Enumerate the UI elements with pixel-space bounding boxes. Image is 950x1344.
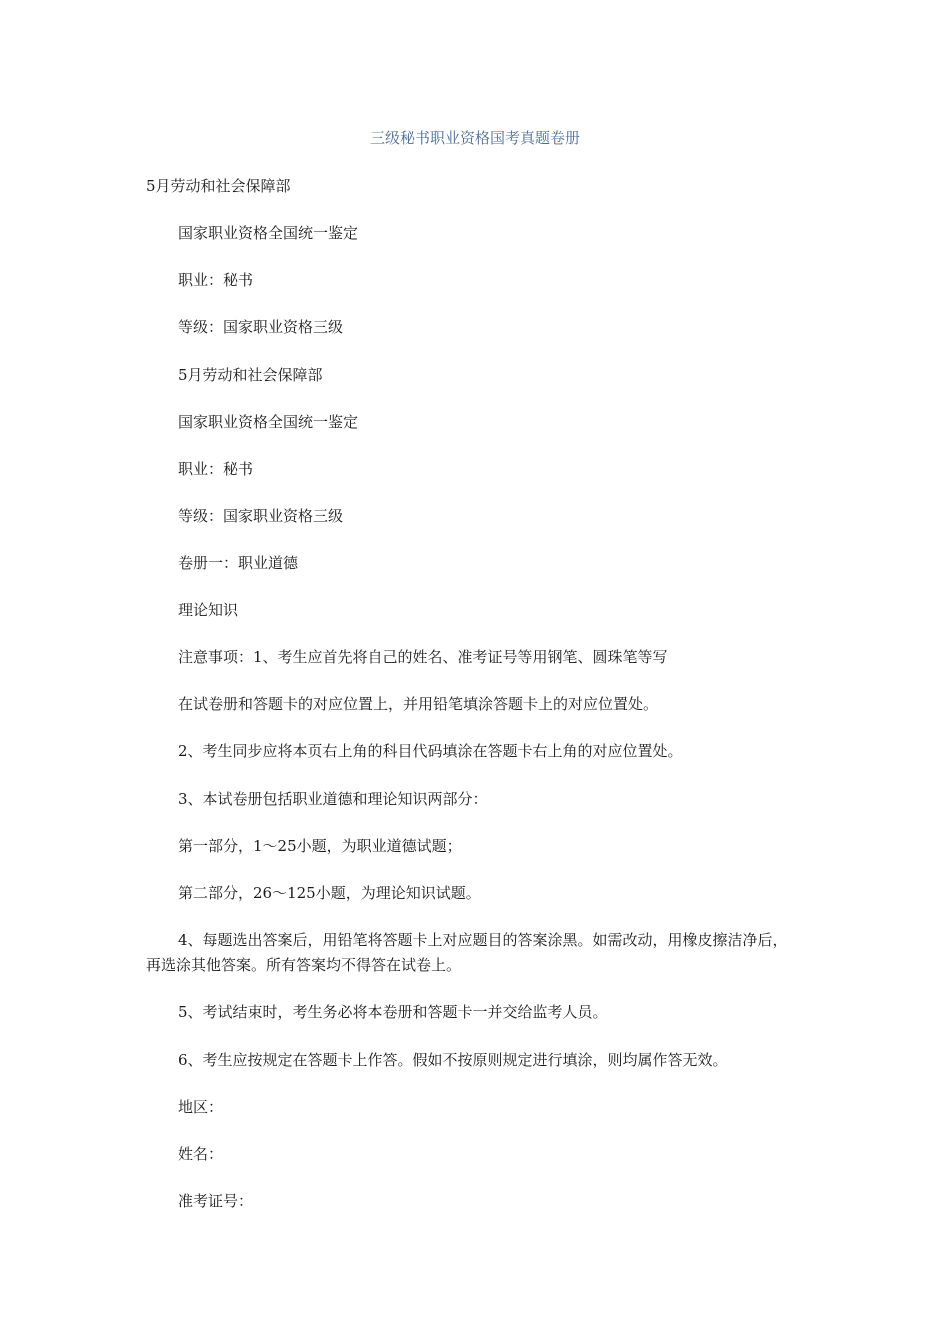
document-title: 三级秘书职业资格国考真题卷册 <box>369 129 580 147</box>
paragraph: 2、考生同步应将本页右上角的科目代码填涂在答题卡右上角的对应位置处。 <box>178 742 683 760</box>
paragraph: 6、考生应按规定在答题卡上作答。假如不按原则规定进行填涂，则均属作答无效。 <box>178 1051 728 1069</box>
paragraph: 准考证号： <box>178 1192 254 1210</box>
paragraph: 3、本试卷册包括职业道德和理论知识两部分： <box>178 790 488 808</box>
paragraph: 等级：国家职业资格三级 <box>178 507 344 525</box>
paragraph: 理论知识 <box>178 601 239 619</box>
paragraph: 卷册一：职业道德 <box>178 554 299 572</box>
paragraph: 职业：秘书 <box>178 460 254 478</box>
paragraph: 在试卷册和答题卡的对应位置上，并用铅笔填涂答题卡上的对应位置处。 <box>178 695 659 713</box>
paragraph: 地区： <box>178 1098 224 1116</box>
paragraph: 4、每题选出答案后，用铅笔将答题卡上对应题目的答案涂黑。如需改动，用橡皮擦洁净后，再选涂其他答案。所有答案均不得答在试卷上。 <box>146 931 788 974</box>
paragraph: 5月劳动和社会保障部 <box>178 366 323 384</box>
paragraph: 国家职业资格全国统一鉴定 <box>178 224 359 242</box>
paragraph: 姓名： <box>178 1145 224 1163</box>
header-line: 5月劳动和社会保障部 <box>146 177 291 195</box>
paragraph: 职业：秘书 <box>178 271 254 289</box>
paragraph: 注意事项：1、考生应首先将自己的姓名、准考证号等用钢笔、圆珠笔等写 <box>178 648 668 666</box>
paragraph: 第二部分，26～125小题，为理论知识试题。 <box>178 884 481 902</box>
paragraph: 等级：国家职业资格三级 <box>178 318 344 336</box>
paragraph: 第一部分，1～25小题，为职业道德试题； <box>178 837 462 855</box>
paragraph: 5、考试结束时，考生务必将本卷册和答题卡一并交给监考人员。 <box>178 1003 608 1021</box>
paragraph: 国家职业资格全国统一鉴定 <box>178 413 359 431</box>
